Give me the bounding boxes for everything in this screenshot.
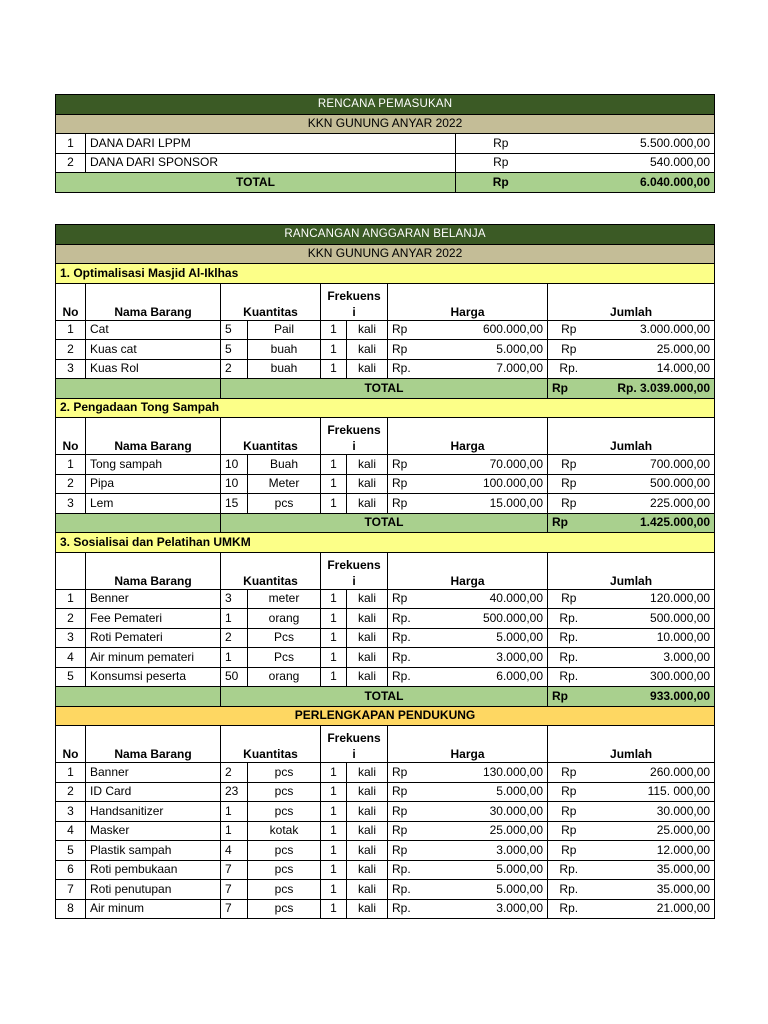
item-qty: 10: [221, 455, 248, 475]
item-name: Plastik sampah: [86, 841, 221, 861]
item-price: 130.000,00: [426, 763, 548, 783]
item-freq: 1: [321, 455, 347, 475]
col-frequency-line2: i: [352, 304, 356, 319]
item-unit: orang: [248, 609, 321, 629]
section-total-label: TOTAL: [221, 513, 548, 533]
col-frequency-line2: i: [352, 573, 356, 588]
budget-table: [55, 224, 715, 919]
section-total-row: [56, 379, 715, 399]
table-row: [56, 628, 715, 648]
table-row: [56, 359, 715, 379]
item-freq: 1: [321, 802, 347, 822]
item-name: Fee Pemateri: [86, 609, 221, 629]
item-no: 8: [56, 899, 86, 919]
item-freq-unit: kali: [347, 609, 388, 629]
section-title: 1. Optimalisasi Masjid Al-Iklhas: [56, 264, 715, 284]
item-total: 25.000,00: [590, 340, 715, 360]
item-freq: 1: [321, 340, 347, 360]
item-total: 25.000,00: [590, 821, 715, 841]
item-freq-unit: kali: [347, 880, 388, 900]
item-price: 600.000,00: [426, 320, 548, 340]
item-unit: kotak: [248, 821, 321, 841]
item-unit: Buah: [248, 455, 321, 475]
col-name: Nama Barang: [86, 283, 221, 320]
item-price-currency: Rp.: [388, 899, 426, 919]
income-row: [56, 134, 715, 154]
item-total: 30.000,00: [590, 802, 715, 822]
item-price: 7.000,00: [426, 359, 548, 379]
column-header-row: [56, 283, 715, 320]
item-freq-unit: kali: [347, 667, 388, 687]
item-qty: 7: [221, 860, 248, 880]
item-unit: pcs: [248, 763, 321, 783]
item-freq: 1: [321, 648, 347, 668]
item-no: 6: [56, 860, 86, 880]
item-name: Air minum pemateri: [86, 648, 221, 668]
item-total: 300.000,00: [590, 667, 715, 687]
table-row: [56, 782, 715, 802]
item-price: 100.000,00: [426, 474, 548, 494]
item-unit: pcs: [248, 860, 321, 880]
col-price: Harga: [388, 283, 548, 320]
item-total: 3.000,00: [590, 648, 715, 668]
budget-title: RANCANGAN ANGGARAN BELANJA: [56, 225, 715, 245]
item-total: 21.000,00: [590, 899, 715, 919]
table-row: [56, 320, 715, 340]
item-total-currency: Rp.: [548, 359, 590, 379]
item-price-currency: Rp: [388, 320, 426, 340]
item-price-currency: Rp: [388, 340, 426, 360]
item-no: 2: [56, 340, 86, 360]
item-freq: 1: [321, 359, 347, 379]
item-total-currency: Rp.: [548, 609, 590, 629]
item-price-currency: Rp.: [388, 648, 426, 668]
col-quantity: Kuantitas: [221, 726, 321, 763]
item-price: 5.000,00: [426, 628, 548, 648]
income-currency: Rp: [456, 134, 546, 154]
col-frequency-line1: Frekuens: [327, 423, 381, 437]
section-title: PERLENGKAPAN PENDUKUNG: [56, 706, 715, 726]
income-amount: 5.500.000,00: [546, 134, 715, 154]
income-row: [56, 153, 715, 173]
item-price-currency: Rp.: [388, 609, 426, 629]
item-name: ID Card: [86, 782, 221, 802]
col-frequency-line2: i: [352, 747, 356, 761]
item-unit: orang: [248, 667, 321, 687]
table-row: [56, 763, 715, 783]
item-price: 15.000,00: [426, 494, 548, 514]
table-row: [56, 340, 715, 360]
income-subtitle: KKN GUNUNG ANYAR 2022: [56, 114, 715, 134]
section-title: 3. Sosialisai dan Pelatihan UMKM: [56, 533, 715, 553]
item-freq: 1: [321, 880, 347, 900]
item-total-currency: Rp: [548, 340, 590, 360]
item-no: 2: [56, 609, 86, 629]
section-total-currency: Rp: [548, 687, 590, 707]
table-row: [56, 821, 715, 841]
item-freq-unit: kali: [347, 648, 388, 668]
item-price-currency: Rp: [388, 841, 426, 861]
income-amount: 540.000,00: [546, 153, 715, 173]
income-name: DANA DARI SPONSOR: [86, 153, 456, 173]
col-price: Harga: [388, 552, 548, 589]
item-price-currency: Rp.: [388, 667, 426, 687]
item-total-currency: Rp: [548, 455, 590, 475]
item-total-currency: Rp.: [548, 899, 590, 919]
item-unit: Pcs: [248, 648, 321, 668]
item-total-currency: Rp: [548, 763, 590, 783]
item-name: Roti Pemateri: [86, 628, 221, 648]
item-price: 5.000,00: [426, 860, 548, 880]
table-row: [56, 648, 715, 668]
item-freq: 1: [321, 899, 347, 919]
item-freq: 1: [321, 841, 347, 861]
item-price-currency: Rp.: [388, 880, 426, 900]
item-freq: 1: [321, 609, 347, 629]
table-row: [56, 880, 715, 900]
item-unit: buah: [248, 340, 321, 360]
table-row: [56, 589, 715, 609]
col-name: Nama Barang: [86, 552, 221, 589]
column-header-row: [56, 552, 715, 589]
item-name: Roti penutupan: [86, 880, 221, 900]
item-price: 70.000,00: [426, 455, 548, 475]
item-qty: 50: [221, 667, 248, 687]
item-unit: pcs: [248, 802, 321, 822]
item-freq-unit: kali: [347, 860, 388, 880]
col-frequency-line1: Frekuens: [327, 731, 381, 745]
item-total-currency: Rp.: [548, 648, 590, 668]
col-no: [56, 552, 86, 589]
item-price-currency: Rp: [388, 821, 426, 841]
income-total-row: [56, 173, 715, 193]
section-total-amount: Rp. 3.039.000,00: [590, 379, 715, 399]
item-unit: pcs: [248, 782, 321, 802]
item-total-currency: Rp: [548, 782, 590, 802]
col-no: No: [56, 283, 86, 320]
item-name: Roti pembukaan: [86, 860, 221, 880]
item-qty: 1: [221, 648, 248, 668]
income-total-label: TOTAL: [56, 173, 456, 193]
item-unit: pcs: [248, 899, 321, 919]
item-freq-unit: kali: [347, 899, 388, 919]
table-row: [56, 494, 715, 514]
item-freq-unit: kali: [347, 474, 388, 494]
col-frequency-line2: i: [352, 439, 356, 453]
table-row: [56, 667, 715, 687]
item-total: 35.000,00: [590, 880, 715, 900]
section-title: 2. Pengadaan Tong Sampah: [56, 398, 715, 418]
section-total-blank: [56, 687, 221, 707]
column-header-row: [56, 418, 715, 455]
item-qty: 2: [221, 628, 248, 648]
item-qty: 10: [221, 474, 248, 494]
section-total-currency: Rp: [548, 379, 590, 399]
section-title-row: [56, 706, 715, 726]
item-unit: pcs: [248, 880, 321, 900]
col-name: Nama Barang: [86, 418, 221, 455]
item-unit: pcs: [248, 494, 321, 514]
item-price-currency: Rp: [388, 474, 426, 494]
item-freq-unit: kali: [347, 841, 388, 861]
item-freq: 1: [321, 589, 347, 609]
item-total: 225.000,00: [590, 494, 715, 514]
item-total-currency: Rp.: [548, 860, 590, 880]
item-price: 500.000,00: [426, 609, 548, 629]
item-unit: Meter: [248, 474, 321, 494]
income-no: 1: [56, 134, 86, 154]
item-total: 10.000,00: [590, 628, 715, 648]
item-total-currency: Rp: [548, 494, 590, 514]
item-freq-unit: kali: [347, 782, 388, 802]
item-price: 40.000,00: [426, 589, 548, 609]
section-total-blank: [56, 513, 221, 533]
item-total: 12.000,00: [590, 841, 715, 861]
item-price: 5.000,00: [426, 782, 548, 802]
item-name: Pipa: [86, 474, 221, 494]
item-freq-unit: kali: [347, 340, 388, 360]
item-total: 700.000,00: [590, 455, 715, 475]
income-total-currency: Rp: [456, 173, 546, 193]
item-no: 7: [56, 880, 86, 900]
item-no: 5: [56, 841, 86, 861]
col-quantity: Kuantitas: [221, 418, 321, 455]
item-freq: 1: [321, 667, 347, 687]
item-total-currency: Rp: [548, 589, 590, 609]
table-row: [56, 841, 715, 861]
item-price-currency: Rp: [388, 589, 426, 609]
item-no: 3: [56, 802, 86, 822]
item-total: 35.000,00: [590, 860, 715, 880]
item-no: 2: [56, 782, 86, 802]
item-total-currency: Rp.: [548, 628, 590, 648]
col-frequency: [321, 418, 388, 455]
item-no: 1: [56, 763, 86, 783]
item-price: 3.000,00: [426, 841, 548, 861]
item-no: 2: [56, 474, 86, 494]
item-price: 6.000,00: [426, 667, 548, 687]
item-qty: 3: [221, 589, 248, 609]
item-total: 260.000,00: [590, 763, 715, 783]
col-name: Nama Barang: [86, 726, 221, 763]
item-no: 1: [56, 589, 86, 609]
table-row: [56, 860, 715, 880]
table-row: [56, 802, 715, 822]
item-freq-unit: kali: [347, 802, 388, 822]
col-quantity: Kuantitas: [221, 283, 321, 320]
item-total-currency: Rp: [548, 841, 590, 861]
item-qty: 2: [221, 359, 248, 379]
item-freq: 1: [321, 628, 347, 648]
item-total: 3.000.000,00: [590, 320, 715, 340]
item-unit: meter: [248, 589, 321, 609]
item-price: 5.000,00: [426, 340, 548, 360]
item-total-currency: Rp: [548, 320, 590, 340]
col-frequency: [321, 726, 388, 763]
item-name: Masker: [86, 821, 221, 841]
col-frequency: [321, 283, 388, 320]
item-qty: 1: [221, 821, 248, 841]
income-total-amount: 6.040.000,00: [546, 173, 715, 193]
item-qty: 4: [221, 841, 248, 861]
item-price: 5.000,00: [426, 880, 548, 900]
item-freq: 1: [321, 763, 347, 783]
item-no: 5: [56, 667, 86, 687]
section-total-currency: Rp: [548, 513, 590, 533]
section-total-row: [56, 687, 715, 707]
item-no: 1: [56, 320, 86, 340]
col-total: Jumlah: [548, 418, 715, 455]
item-total-currency: Rp: [548, 821, 590, 841]
column-header-row: [56, 726, 715, 763]
section-total-label: TOTAL: [221, 687, 548, 707]
table-row: [56, 474, 715, 494]
item-price: 3.000,00: [426, 648, 548, 668]
item-total-currency: Rp.: [548, 667, 590, 687]
section-total-amount: 1.425.000,00: [590, 513, 715, 533]
item-price-currency: Rp.: [388, 628, 426, 648]
col-quantity: Kuantitas: [221, 552, 321, 589]
item-no: 3: [56, 359, 86, 379]
item-freq: 1: [321, 320, 347, 340]
col-price: Harga: [388, 418, 548, 455]
item-freq: 1: [321, 782, 347, 802]
item-name: Handsanitizer: [86, 802, 221, 822]
income-table: [55, 94, 715, 193]
table-row: [56, 899, 715, 919]
section-total-label: TOTAL: [221, 379, 548, 399]
item-unit: Pail: [248, 320, 321, 340]
item-total: 500.000,00: [590, 609, 715, 629]
item-freq-unit: kali: [347, 763, 388, 783]
item-price-currency: Rp.: [388, 359, 426, 379]
item-total: 120.000,00: [590, 589, 715, 609]
item-name: Air minum: [86, 899, 221, 919]
section-title-row: [56, 398, 715, 418]
item-qty: 1: [221, 609, 248, 629]
item-total-currency: Rp: [548, 474, 590, 494]
item-name: Tong sampah: [86, 455, 221, 475]
item-price: 30.000,00: [426, 802, 548, 822]
item-no: 1: [56, 455, 86, 475]
item-name: Kuas Rol: [86, 359, 221, 379]
item-price-currency: Rp: [388, 494, 426, 514]
section-total-blank: [56, 379, 221, 399]
item-no: 4: [56, 821, 86, 841]
item-freq-unit: kali: [347, 494, 388, 514]
item-name: Kuas cat: [86, 340, 221, 360]
col-no: No: [56, 726, 86, 763]
item-unit: pcs: [248, 841, 321, 861]
item-qty: 7: [221, 899, 248, 919]
item-price: 3.000,00: [426, 899, 548, 919]
item-total: 115. 000,00: [590, 782, 715, 802]
item-qty: 15: [221, 494, 248, 514]
item-freq-unit: kali: [347, 589, 388, 609]
item-no: 3: [56, 494, 86, 514]
item-no: 3: [56, 628, 86, 648]
col-total: Jumlah: [548, 552, 715, 589]
section-total-row: [56, 513, 715, 533]
income-no: 2: [56, 153, 86, 173]
item-total-currency: Rp.: [548, 880, 590, 900]
col-frequency: [321, 552, 388, 589]
item-qty: 5: [221, 340, 248, 360]
item-freq-unit: kali: [347, 455, 388, 475]
item-name: Konsumsi peserta: [86, 667, 221, 687]
item-unit: Pcs: [248, 628, 321, 648]
item-total-currency: Rp: [548, 802, 590, 822]
item-unit: buah: [248, 359, 321, 379]
income-name: DANA DARI LPPM: [86, 134, 456, 154]
item-name: Cat: [86, 320, 221, 340]
budget-subtitle: KKN GUNUNG ANYAR 2022: [56, 244, 715, 264]
section-title-row: [56, 533, 715, 553]
section-total-amount: 933.000,00: [590, 687, 715, 707]
item-name: Banner: [86, 763, 221, 783]
section-title-row: [56, 264, 715, 284]
table-row: [56, 609, 715, 629]
item-freq: 1: [321, 474, 347, 494]
col-frequency-line1: Frekuens: [327, 288, 381, 303]
item-freq: 1: [321, 821, 347, 841]
item-total: 500.000,00: [590, 474, 715, 494]
item-total: 14.000,00: [590, 359, 715, 379]
item-qty: 7: [221, 880, 248, 900]
col-total: Jumlah: [548, 283, 715, 320]
item-no: 4: [56, 648, 86, 668]
item-qty: 2: [221, 763, 248, 783]
item-name: Benner: [86, 589, 221, 609]
item-price-currency: Rp: [388, 763, 426, 783]
income-title: RENCANA PEMASUKAN: [56, 95, 715, 115]
item-price-currency: Rp.: [388, 860, 426, 880]
item-qty: 23: [221, 782, 248, 802]
item-freq-unit: kali: [347, 628, 388, 648]
income-currency: Rp: [456, 153, 546, 173]
item-freq-unit: kali: [347, 320, 388, 340]
col-no: No: [56, 418, 86, 455]
item-qty: 1: [221, 802, 248, 822]
col-price: Harga: [388, 726, 548, 763]
item-qty: 5: [221, 320, 248, 340]
item-freq: 1: [321, 494, 347, 514]
item-freq-unit: kali: [347, 359, 388, 379]
item-freq-unit: kali: [347, 821, 388, 841]
col-frequency-line1: Frekuens: [327, 557, 381, 572]
item-price: 25.000,00: [426, 821, 548, 841]
item-freq: 1: [321, 860, 347, 880]
item-name: Lem: [86, 494, 221, 514]
table-row: [56, 455, 715, 475]
item-price-currency: Rp: [388, 802, 426, 822]
item-price-currency: Rp: [388, 782, 426, 802]
item-price-currency: Rp: [388, 455, 426, 475]
col-total: Jumlah: [548, 726, 715, 763]
